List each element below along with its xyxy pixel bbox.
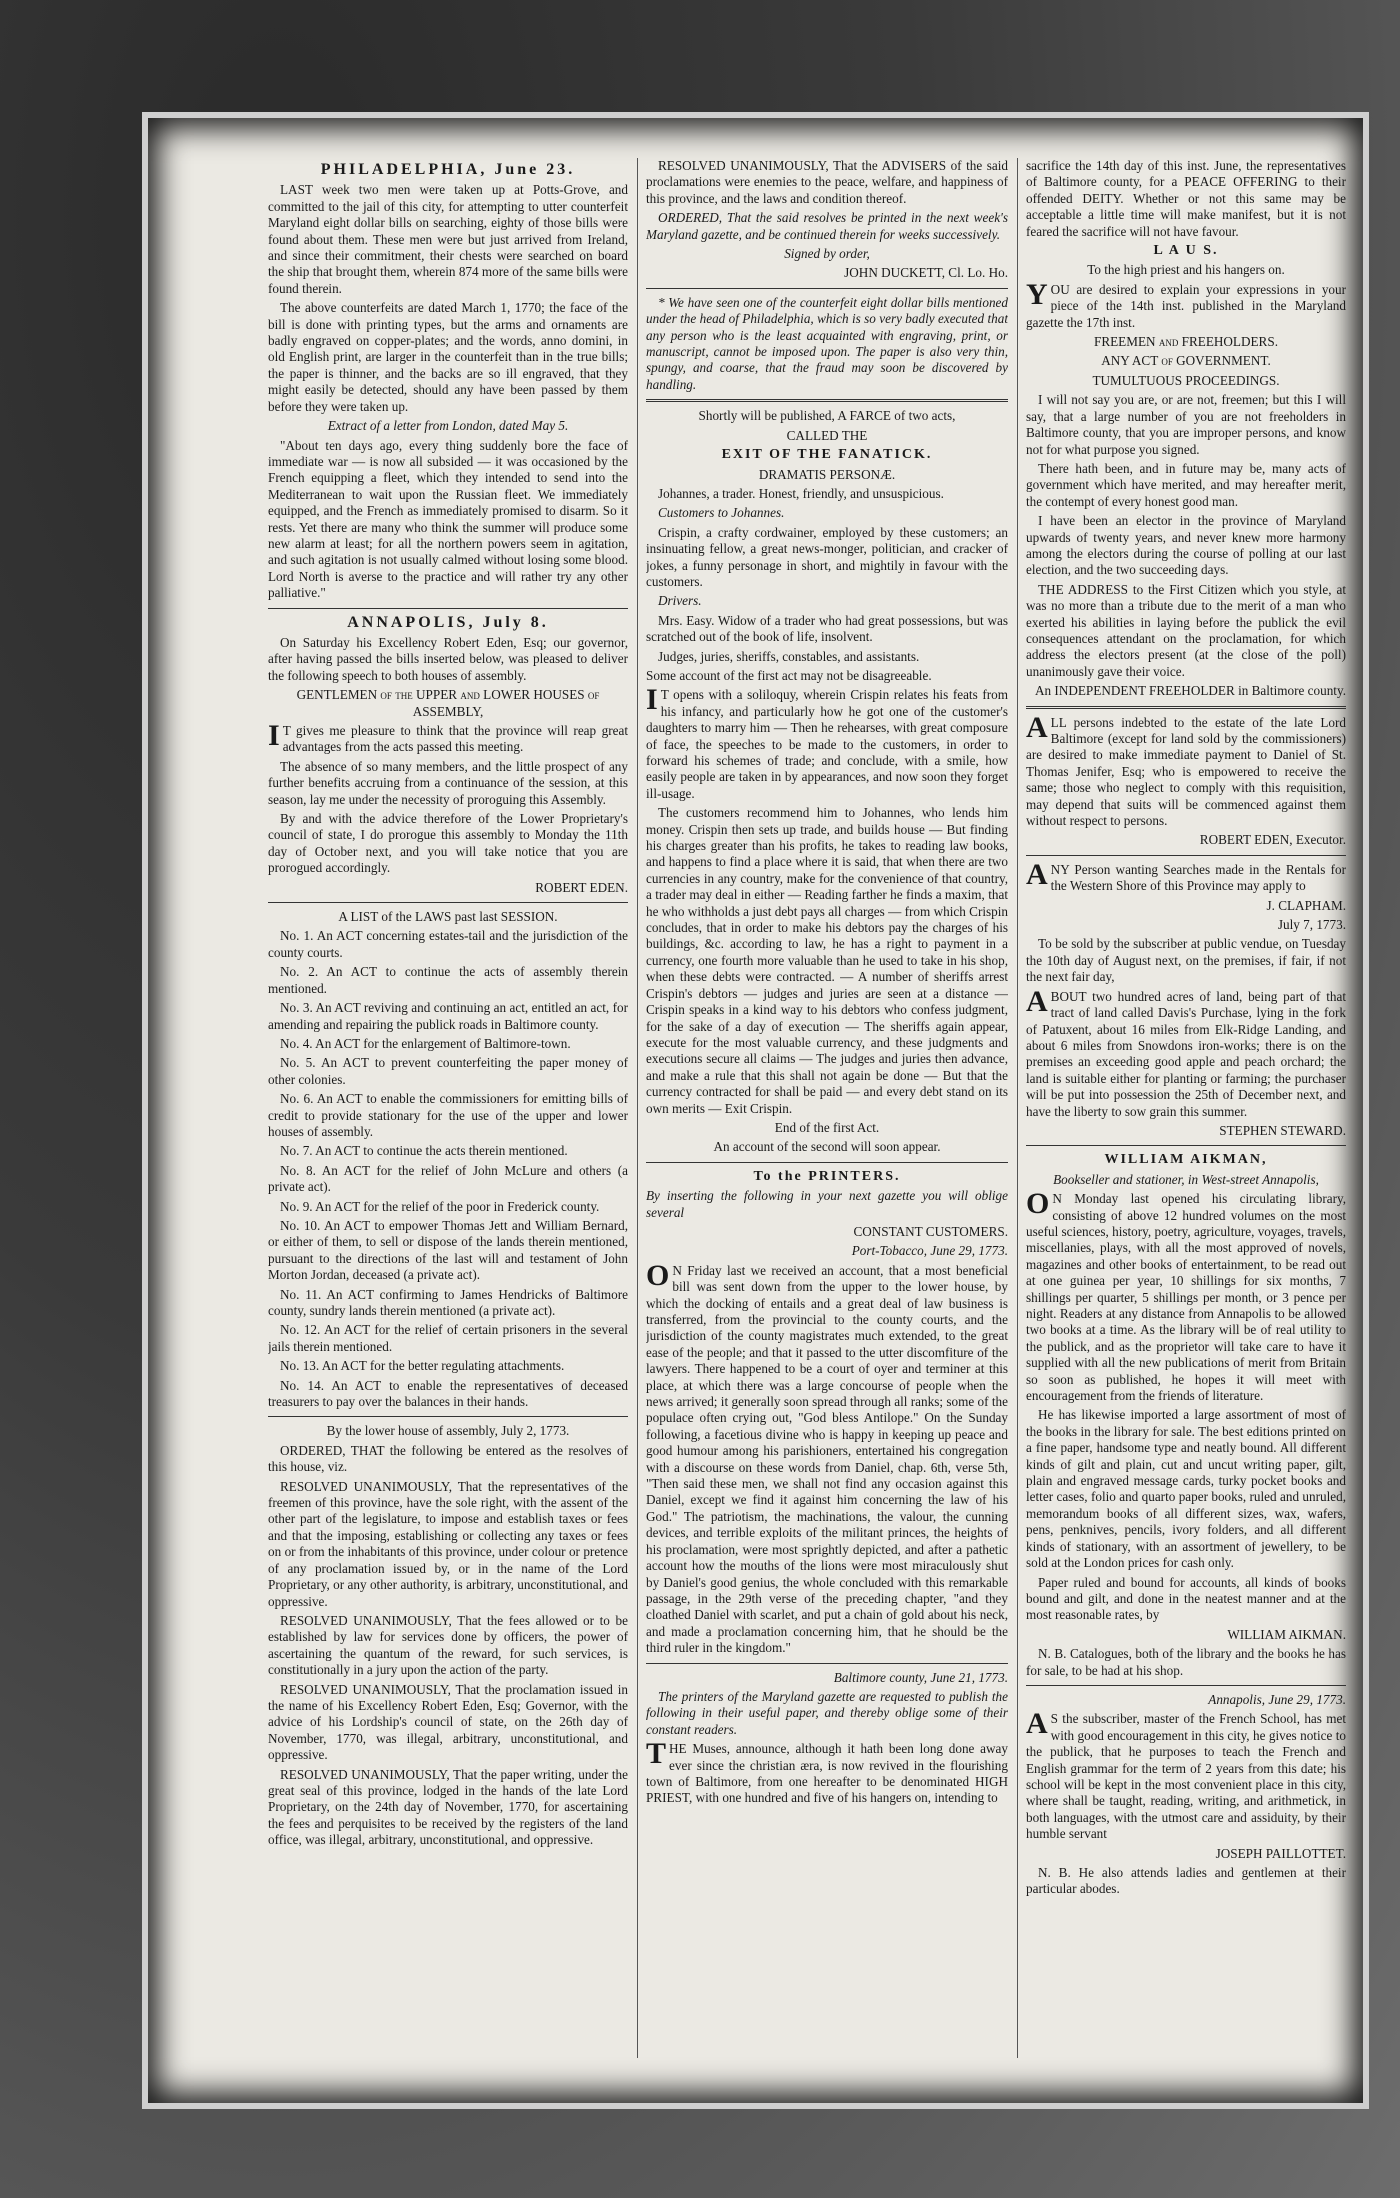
law-item: No. 5. An ACT to prevent counterfeiting the paper money of other colonies. [268,1055,628,1087]
divider [1026,706,1346,709]
signature: STEPHEN STEWARD. [1219,1122,1346,1138]
column-rule [1017,158,1018,2058]
paragraph: He has likewise imported a large assortment of most of the books in the library for sale. The best editions printed on a fine paper, handsome type and neatly bound. All different kinds of gilt and plain, cut and uncut writing paper, gilt, plain and engraved message cards, turky pocket books and letter cases, folio and quarto paper books, ruled and unruled, memorandum books of all different sizes, wax, wafers, pens, penknives, pencils, ivory folders, and all different kinds of stationary, with an assortment of jewellery, to be sold at the London prices for cash only. [1026,1407,1346,1571]
paragraph: Crispin, a crafty cordwainer, employed by these customers; an insinuating fellow, a great news-monger, politician, and cracker of jokes, a funny personage in short, and mightily in favour with the customers. [646,524,1008,589]
paragraph: ALL persons indebted to the estate of the late Lord Baltimore (except for land sold by the commissioners) are desired to make immediate payment to Daniel of St. Thomas Jenifer, Esq; who is empowered to receive the same; those who neglect to comply with this requisition, may depend that suits will be commenced against them without respect to persons. [1026,710,1346,829]
law-item: No. 2. An ACT to continue the acts of assembly therein mentioned. [268,964,628,996]
column-rule [637,158,638,2058]
paragraph: LAST week two men were taken up at Potts-Grove, and committed to the jail of this city, for attempting to utter counterfeit Maryland eight dollar bills on searching, eighty of those bills were found about them. These men were but just arrived from Ireland, and since their commitment, their chests were searched on board the ship that brought them, wherein 874 more of the same bills were found therein. [268,182,628,296]
paragraph: On Saturday his Excellency Robert Eden, Esq; our governor, after having passed the bills inserted below, was pleased to deliver the following speech to both houses of assembly. [268,634,628,683]
paragraph: The printers of the Maryland gazette are requested to publish the following in their useful paper, and thereby oblige some of their constant readers. [646,1688,1008,1737]
divider [646,1663,1008,1664]
signed: Signed by order, [784,246,870,262]
paragraph: YOU are desired to explain your expressions in your piece of the 14th inst. published in the Maryland gazette the 17th inst. [1026,277,1346,330]
subheading: Shortly will be published, A FARCE of two acts, [698,408,956,424]
subheading: TUMULTUOUS PROCEEDINGS. [1092,372,1280,388]
paragraph: "About ten days ago, every thing suddenly bore the face of immediate war — is now all subsided — it was occasioned by the French equipping a fleet, which they intended to send into the Mediterranean to wait upon the Russian fleet. We immediately equipped, and the French as immediately promised to disarm. So it rests. Yet there are many who think the summer will produce some new alarm at least; for all the northern powers seem in agitation, and such agitation is not usually calmed without losing some blood. Lord North is averse to the practice and will rather try any other palliative." [268,437,628,601]
paragraph: ABOUT two hundred acres of land, being part of that tract of land called Davis's Purchase, lying in the fork of Patuxent, about 16 miles from Elk-Ridge Landing, and about 6 miles from Snowdons iron-works; there is on the premises an exceeding good apple and peach orchard; the land is suitable either for planting or farming; the purchaser will be put into possession the 25th of December next, and have the liberty to sow grain this summer. [1026,984,1346,1119]
signature: ROBERT EDEN. [535,879,628,895]
law-item: No. 4. An ACT for the enlargement of Baltimore-town. [280,1035,571,1051]
paragraph: N. B. He also attends ladies and gentlemen at their particular abodes. [1026,1865,1346,1897]
subheading: FREEMEN and FREEHOLDERS. [1094,334,1278,350]
paragraph: Judges, juries, sheriffs, constables, and assistants. [658,648,920,664]
newspaper-page [148,118,1363,2103]
paragraph: Drivers. [658,593,702,609]
divider [646,399,1008,402]
resolve: RESOLVED UNANIMOUSLY, That the proclamation issued in the name of his Excellency Robert Eden, Esq; Governor, with the advice of his Lordship's council of state, on the 26th day of November, 1770, was illegal, arbitrary, unconstitutional, and oppressive. [268,1681,628,1763]
paragraph: ON Monday last opened his circulating library, consisting of above 12 hundred volumes on the most useful sciences, history, poetry, agriculture, voyages, travels, miscellanies, plays, with all the most approved of novels, magazines and other books of entertainment, to be read out at one guinea per year, 10 shillings for six months, 7 shillings per quarter, 5 shillings per month, or 3 pence per night. Readers at any distance from Annapolis to be allowed two books at a time. As the library will be of real utility to the publick, and as the proprietor will take care to have it supplied with all the new publications of merit from Britain so soon as published, he hopes it will meet with encouragement from the friends of literature. [1026,1187,1346,1404]
paragraph: Paper ruled and bound for accounts, all kinds of books bound and gilt, and done in the neatest manner and at the most reasonable rates, by [1026,1574,1346,1623]
subheading: DRAMATIS PERSONÆ. [758,466,896,482]
divider [268,608,628,609]
paragraph: The customers recommend him to Johannes, who lends him money. Crispin then sets up trade, and builds house — But finding his charges greater than his profits, he takes to reading law books, and happens to find a place where it is said, that when there are two currencies in any country, make for the convenience of that country, a trader may deal in either — Reading farther he finds a maxim, that he who withholds a just debt pays all charges — from which Crispin concludes, that in order to make his debtors pay the charges of his buildings, &c. according to law, he has a right to payment in a currency, one fourth more valuable than he used to take in his shop, when these debts were contracted. — A number of sheriffs arrest Crispin's debtors — judges and juries are seen at a distance — Crispin speaks in a kind way to his debtors who confess judgment, for the sake of a day of execution — The sheriffs again appear, execute for the most valuable currency, and these judgments and executions secure all claims — The judges and juries then advance, and make a rule that this shall not again be done — But that the currency contracted for shall be paid — and every debt stand on its own merits — Exit Crispin. [646,805,1008,1116]
dateline: Annapolis, June 29, 1773. [1208,1691,1346,1707]
divider [646,288,1008,289]
column-middle [646,158,1008,2078]
paragraph: * We have seen one of the counterfeit eight dollar bills mentioned under the head of Philadelphia, which is so very badly executed that any person who is the least acquainted with engraving, print, or manuscript, cannot be imposed upon. The paper is also very thin, spungy, and coarse, that the fraud may soon be discovered by handling. [646,294,1008,392]
divider [1026,1685,1346,1686]
paragraph: End of the first Act. [774,1119,880,1135]
law-item: No. 8. An ACT for the relief of John McLure and others (a private act). [268,1162,628,1195]
law-item: No. 11. An ACT confirming to James Hendricks of Baltimore county, sundry lands therein mentioned (a private act). [268,1286,628,1318]
column-right [1026,158,1346,2078]
signature: J. CLAPHAM. [1266,897,1346,913]
dateline-annapolis: ANNAPOLIS, July 8. [347,613,549,631]
dateline: Baltimore county, June 21, 1773. [833,1669,1008,1685]
paragraph: Customers to Johannes. [658,505,785,521]
heading-laus: L A U S. [1153,243,1219,259]
signature: JOSEPH PAILLOTTET. [1215,1845,1346,1861]
subheading: CALLED THE [786,427,868,443]
heading-printers: To the PRINTERS. [753,1168,901,1184]
column-left [268,158,628,2078]
paragraph: To be sold by the subscriber at public vendue, on Tuesday the 10th day of August next, on the premises, if fair, if not the next fair day, [1026,936,1346,985]
resolve: RESOLVED UNANIMOUSLY, That the paper writing, under the great seal of this province, lodged in the hands of the late Lord Proprietary, on the 24th day of November, 1770, for ascertaining the fees and perquisites to be received by the registers of the land office, was illegal, arbitrary, unconstitutional, and oppressive. [268,1766,628,1848]
divider [1026,855,1346,856]
law-item: No. 9. An ACT for the relief of the poor in Frederick county. [280,1198,600,1214]
paragraph: ON Friday last we received an account, that a most beneficial bill was sent down from the upper to the lower house, by which the docking of entails and a great deal of law business is transferred, from the provincial to the county courts, and the jurisdiction of the county magistrates much extended, to the great ease of the people; and that it passed to the utter discomfiture of the lawyers. There happened to be a court of oyer and terminer at this place, at which there was a large concourse of people when the news arrived; it generally soon spread through all ranks; some of the populace often crying out, "God bless Antilope." On the Sunday following, a facetious divine who is happy in keeping up peace and good humour among his parishioners, entertained his congregation with a discourse on these words from Daniel, chap. 6th, verse 5th, "Then said these men, we shall not find any occasion against this Daniel, except we find it against him concerning the law of his God." The patriotism, the machinations, the valour, the cunning devices, and terrible exploits of the militant princes, the heights of his proclamation, were most sprightly depicted, and after a pathetic account how the mouths of the lions were most miraculously shut by Daniel's good genius, the whole concluded with this remarkable passage, in the 29th verse of the preceding chapter, "and they cloathed Daniel with scarlet, and put a chain of gold about his neck, and made a proclamation concerning him, that he should be the third ruler in the kingdom." [646,1258,1008,1656]
paragraph: ORDERED, That the said resolves be printed in the next week's Maryland gazette, and be continued therein for weeks successively. [646,210,1008,242]
paragraph: The absence of so many members, and the little prospect of any further benefits accruing from a continuance of the session, at this season, lay me under the necessity of proroguing this Assembly. [268,758,628,807]
paragraph: By inserting the following in your next gazette you will oblige several [646,1188,1008,1220]
law-item: No. 6. An ACT to enable the commissioners for emitting bills of credit to provide stationary for the use of the upper and lower houses of assembly. [268,1091,628,1139]
paragraph: IT opens with a soliloquy, wherein Crispin relates his feats from his infancy, and particularly how he got one of the customer's daughters to marry him — Then he rehearses, with great composure of face, the speeches to be made to the customers, in order to forward his schemes of trade; and conclude, with a smile, how easily people are taken in by appearances, and now soon they forget ill-usage. [646,683,1008,801]
subheading: Bookseller and stationer, in West-street Annapolis, [1053,1171,1319,1187]
paragraph: sacrifice the 14th day of this inst. June, the representatives of Baltimore county, for a PEACE OFFERING to their offended DEITY. Whether or not this same may be acceptable a little time will make manifest, but it is not feared the sacrifice will not have favour. [1026,158,1346,239]
paragraph: By and with the advice therefore of the Lower Proprietary's council of state, I do prorogue this assembly to Monday the 11th day of October next, and you will take notice that you are prorogued accordingly. [268,811,628,876]
law-item: No. 10. An ACT to empower Thomas Jett and William Bernard, or either of them, to sell or dispose of the lands therein mentioned, pursuant to the directions of the last will and testament of John Morton Jordan, deceased (a private act). [268,1217,628,1283]
resolve: RESOLVED UNANIMOUSLY, That the representatives of the freemen of this province, have the sole right, with the assent of the other part of the legislature, to impose and establish taxes or fees and that the imposing, establishing or collecting any taxes or fees on or from the inhabitants of this province, under colour or pretence of any proclamation issued by, or in the name of the Lord Proprietary, or any other authority, is arbitrary, unconstitutional, and oppressive. [268,1478,628,1609]
signature: An INDEPENDENT FREEHOLDER in Baltimore county. [1035,683,1346,699]
paragraph: An account of the second will soon appear. [713,1139,941,1155]
subheading: ANY ACT of GOVERNMENT. [1101,353,1271,369]
heading-exit: EXIT OF THE FANATICK. [721,447,933,463]
paragraph: THE Muses, announce, although it hath been long done away ever since the christian æra, is now revived in the flourishing town of Baltimore, from one hereafter to be denominated HIGH PRIEST, with one hundred and five of his hangers on, intending to [646,1737,1008,1806]
law-item: No. 14. An ACT to enable the representatives of deceased treasurers to pay over the balances in their hands. [268,1377,628,1410]
paragraph: There hath been, and in future may be, many acts of government which have merited, and may hereafter merit, the contempt of every honest good man. [1026,460,1346,509]
signature: JOHN DUCKETT, Cl. Lo. Ho. [844,265,1008,281]
subheading: Extract of a letter from London, dated May 5. [327,418,569,434]
subheading: By the lower house of assembly, July 2, 1773. [326,1423,570,1439]
paragraph: THE ADDRESS to the First Citizen which you style, at was no more than a tribute due to the merit of a man who exerted his abilities in laying before the publick the evil consequences attendant on the proclamation, for which address the electors present (at the close of the poll) unanimously gave their voice. [1026,581,1346,679]
divider [646,1162,1008,1163]
heading-aikman: WILLIAM AIKMAN, [1104,1152,1268,1168]
dateline-philadelphia: PHILADELPHIA, June 23. [320,161,576,178]
divider [268,1416,628,1417]
paragraph: N. B. Catalogues, both of the library and the books he has for sale, to be had at his shop. [1026,1646,1346,1678]
paragraph: Some account of the first act may not be disagreeable. [646,667,932,683]
subheading: GENTLEMEN of the UPPER and LOWER HOUSES of ASSEMBLY, [296,687,600,719]
divider [268,902,628,903]
signature: ROBERT EDEN, Executor. [1199,832,1346,848]
law-item: No. 3. An ACT reviving and continuing an act, entitled an act, for amending and repairing the publick roads in Baltimore county. [268,1000,628,1032]
paragraph: Mrs. Easy. Widow of a trader who had great possessions, but was scratched out of the book of life, insolvent. [646,612,1008,645]
paragraph: ORDERED, THAT the following be entered as the resolves of this house, viz. [268,1442,628,1475]
paragraph: IT gives me pleasure to think that the province will reap great advantages from the acts passed this meeting. [268,719,628,755]
resolve: RESOLVED UNANIMOUSLY, That the fees allowed or to be established by law for services done by officers, the power of ascertaining the quantum of the reward, for such services, is constitutionally in a jury upon the action of the party. [268,1612,628,1678]
law-item: No. 12. An ACT for the relief of certain prisoners in the several jails therein mentioned. [268,1322,628,1354]
divider [1026,1145,1346,1146]
signature: CONSTANT CUSTOMERS. [853,1223,1008,1239]
dateline: Port-Tobacco, June 29, 1773. [851,1243,1008,1259]
paragraph: The above counterfeits are dated March 1, 1770; the face of the bill is done with printing types, but the arms and ornaments are badly engraved on copper-plates; and the words, anno domini, in old English print, are larger in the counterfeit than in the true bills; the paper is thinner, and the backs are so ill engraved, that they might easily be detected, should any have been passed by them before they were taken up. [268,300,628,414]
signature: WILLIAM AIKMAN. [1227,1626,1346,1642]
law-item: No. 13. An ACT for the better regulating attachments. [280,1358,565,1374]
law-item: No. 1. An ACT concerning estates-tail and the jurisdiction of the county courts. [268,928,628,960]
paragraph: AS the subscriber, master of the French School, has met with good encouragement in this city, he gives notice to the publick, that he purposes to teach the French and English grammar for the term of 2 years from this date; his school will be kept in the most convenient place in this city, where shall be taught, reading, writing, and arithmetick, in both languages, with the utmost care and assiduity, by their humble servant [1026,1707,1346,1842]
resolve: RESOLVED UNANIMOUSLY, That the ADVISERS of the said proclamations were enemies to the peace, welfare, and happiness of this province, and the laws and condition thereof. [646,158,1008,206]
paragraph: ANY Person wanting Searches made in the Rentals for the Western Shore of this Province may apply to [1026,857,1346,894]
subheading: To the high priest and his hangers on. [1087,262,1285,278]
paragraph: I will not say you are, or are not, freemen; but this I will say, that a large number of you are not freeholders in Baltimore county, that you are improper persons, and know not for what purpose you signed. [1026,392,1346,457]
subheading: A LIST of the LAWS past last SESSION. [338,909,558,925]
law-item: No. 7. An ACT to continue the acts therein mentioned. [280,1143,568,1159]
paragraph: I have been an elector in the province of Maryland upwards of twenty years, and never knew more harmony among the electors during the course of polling at our last election, and the two succeeding days. [1026,513,1346,578]
paragraph: Johannes, a trader. Honest, friendly, and unsuspicious. [658,485,944,501]
dateline: July 7, 1773. [1277,917,1346,933]
